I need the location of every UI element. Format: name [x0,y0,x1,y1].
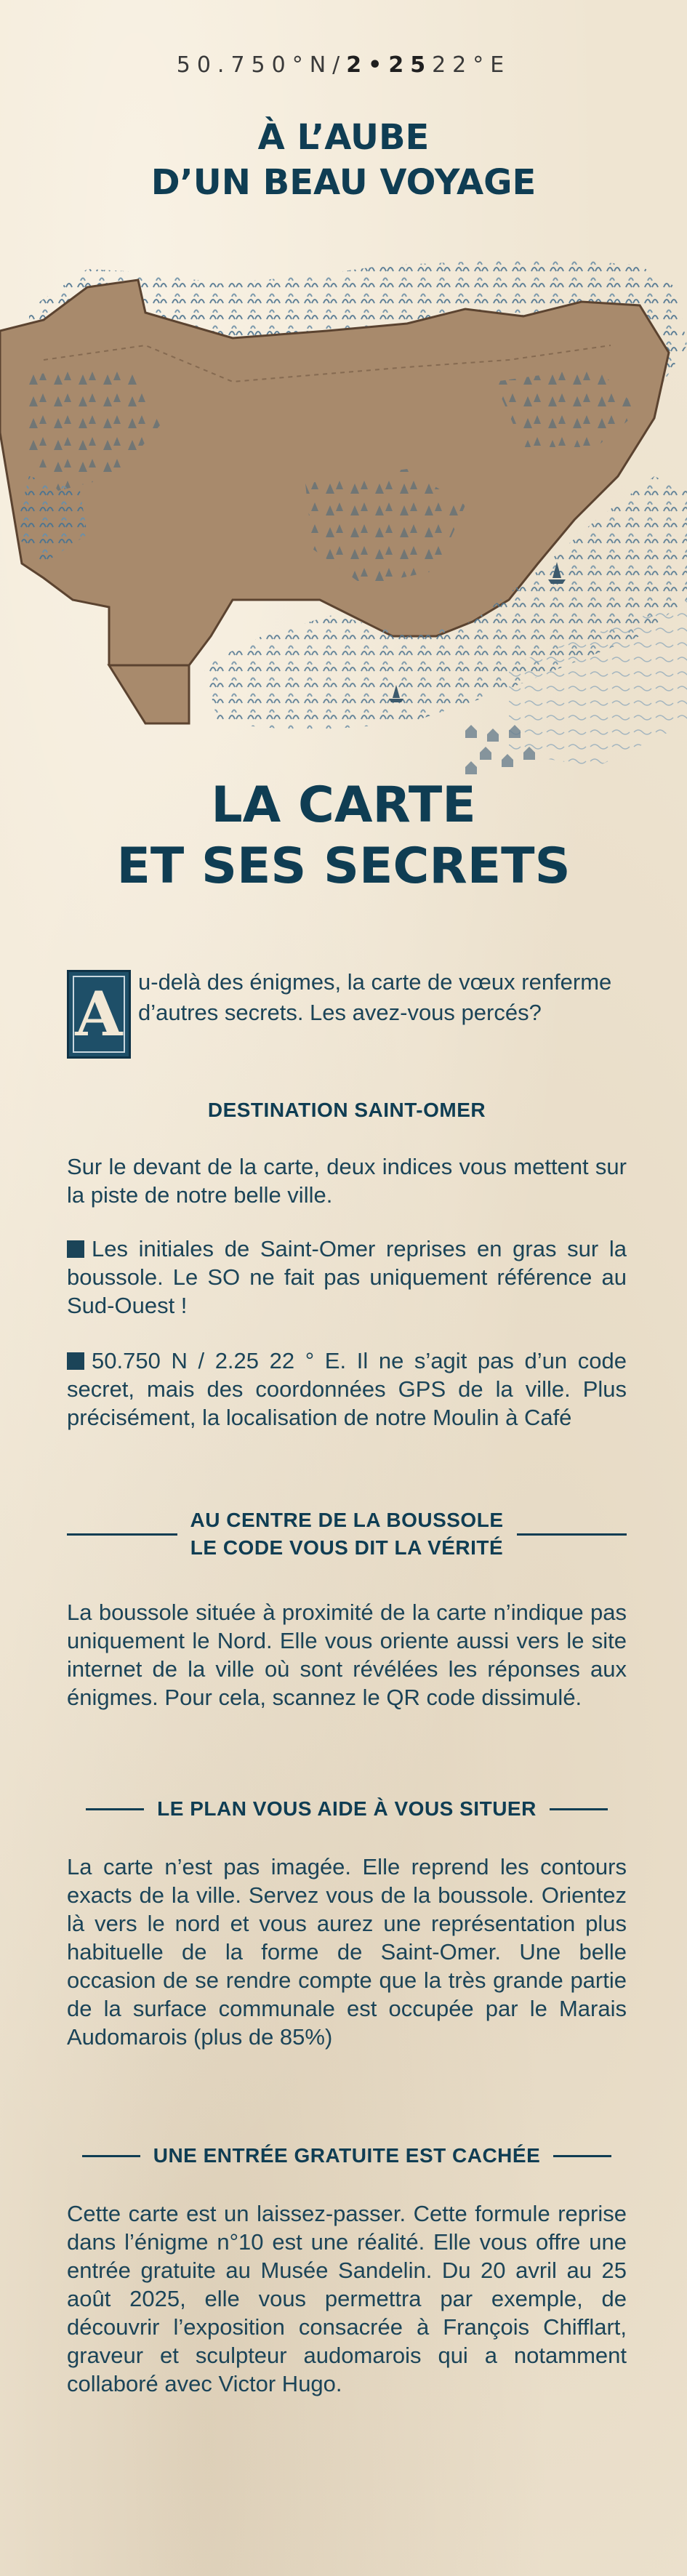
heading-plan-label: LE PLAN VOUS AIDE À VOUS SITUER [157,1797,537,1820]
page-title-line1: À L’AUBE [257,117,430,158]
heading-rule-right [553,2155,611,2157]
section-main-title-line2: ET SES SECRETS [116,838,571,895]
intro-text: u-delà des énigmes, la carte de vœux renferme d’autres secrets. Les avez-vous percés? [138,969,612,1025]
heading-entree-label: UNE ENTRÉE GRATUITE EST CACHÉE [153,2144,541,2167]
heading-rule-left [86,1808,144,1810]
square-bullet-icon [67,1240,84,1258]
heading-entree [67,2142,627,2170]
paragraph-plan: La carte n’est pas imagée. Elle reprend les contours exacts de la ville. Servez vous de la boussole. Orientez là vers le nord et vous aurez une représentation plus habituelle de la forme de Saint-Omer. Une belle occasion de se rendre compte que la très grande partie de la surface communale est occupée par le Marais Audomarois (plus de 85%) [67,1854,627,2050]
heading-destination: DESTINATION SAINT-OMER [207,1099,486,1121]
heading-rule-right [517,1533,627,1536]
intro-paragraph [67,967,634,1059]
page-title-line2: D’UN BEAU VOYAGE [150,162,537,203]
heading-plan [67,1795,627,1823]
paragraph-initials [67,1235,627,1320]
section-main-title [0,775,687,897]
paragraph-entree: Cette carte est un laissez-passer. Cette formule reprise dans l’énigme n°10 est une réalité. Elle vous offre une entrée gratuite au Musée Sandelin. Du 20 avril au 25 août 2025, elle vous permettra par exemple, de découvrir l’exposition consacrée à François Chifflart, graveur et sculpteur audomarois qui a notamment collaboré avec Victor Hugo. [67,2201,627,2396]
heading-boussole-line1: AU CENTRE DE LA BOUSSOLE [190,1509,504,1531]
paragraph-destination-intro: Sur le devant de la carte, deux indices vous mettent sur la piste de notre belle ville. [67,1154,627,1208]
heading-boussole-line2: LE CODE VOUS DIT LA VÉRITÉ [190,1536,504,1559]
page-title [0,115,687,205]
section-main-title-line1: LA CARTE [211,777,476,834]
heading-rule-left [67,1533,177,1536]
paragraph-gps-text: 50.750 N / 2.25 22 ° E. Il ne s’agit pas d’un code secret, mais des coordonnées GPS de la ville. Plus précisément, la localisation de notre Moulin à Café [67,1348,627,1430]
heading-boussole [67,1506,627,1562]
paragraph-initials-text: Les initiales de Saint-Omer reprises en gras sur la boussole. Le SO ne fait pas uniquement référence au Sud-Ouest ! [67,1236,627,1318]
square-bullet-icon [67,1352,84,1370]
paragraph-gps [67,1347,627,1432]
dropcap-letter: A [67,970,131,1059]
saint-omer-map [0,258,687,789]
gps-coordinates: 50.750°N/2•2522°E [176,52,511,78]
heading-rule-right [550,1808,608,1810]
heading-rule-left [82,2155,140,2157]
paragraph-boussole: La boussole située à proximité de la carte n’indique pas uniquement le Nord. Elle vous oriente aussi vers le site internet de la ville où sont révélées les réponses aux énigmes. Pour cela, scannez le QR code dissimulé. [67,1600,627,1710]
